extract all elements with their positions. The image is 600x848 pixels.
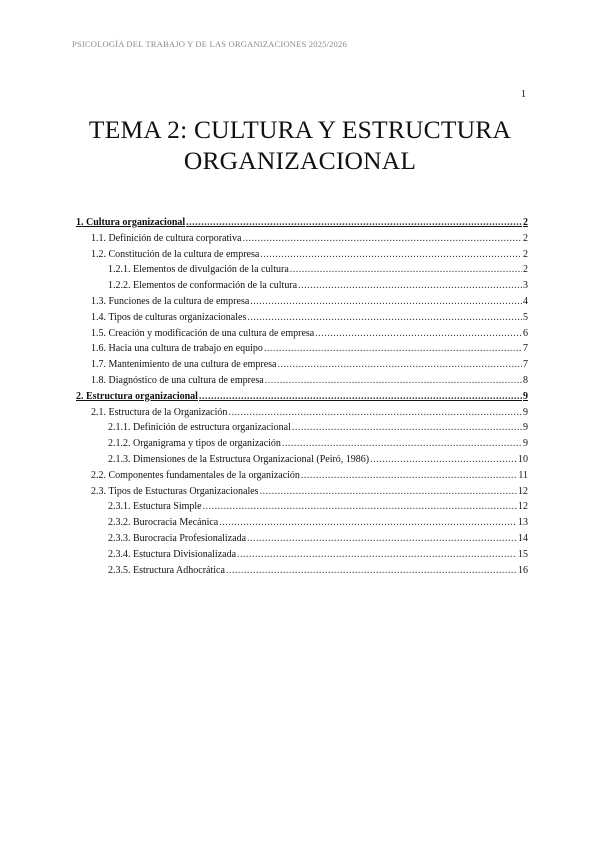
toc-entry-title: 1.3. Funciones de la cultura de empresa [91, 295, 250, 307]
toc-entry-page: 13 [518, 517, 528, 529]
toc-entry-page: 12 [518, 501, 528, 513]
toc-entry-title: 1.8. Diagnóstico de una cultura de empresa [91, 374, 264, 386]
toc-entry[interactable] [76, 215, 528, 231]
toc-dot-leader [203, 499, 517, 515]
toc-entry-title: 2.1.3. Dimensiones de la Estructura Organizacional (Peiró, 1986) [108, 453, 370, 465]
toc-entry-page: 6 [523, 327, 528, 339]
toc-dot-leader [370, 452, 517, 468]
toc-entry-title: 2. Estructura organizacional [76, 390, 198, 402]
toc-entry-title: 1.6. Hacia una cultura de trabajo en equipo [91, 343, 263, 355]
toc-entry-page: 10 [518, 453, 528, 465]
toc-dot-leader [219, 515, 517, 531]
toc-dot-leader [243, 231, 523, 247]
toc-entry-title: 1. Cultura organizacional [76, 217, 186, 228]
toc-entry[interactable] [76, 563, 528, 579]
toc-dot-leader [265, 373, 522, 389]
toc-entry-title: 2.3.4. Estuctura Divisionalizada [108, 548, 237, 560]
toc-entry[interactable] [76, 373, 528, 389]
toc-entry-title: 2.1.2. Organigrama y tipos de organización [108, 438, 281, 450]
toc-dot-leader [315, 326, 522, 342]
toc-entry-page: 9 [523, 390, 528, 402]
toc-entry[interactable] [76, 294, 528, 310]
toc-entry[interactable] [76, 389, 528, 405]
toc-entry-title: 1.7. Mantenimiento de una cultura de empresa [91, 359, 277, 371]
toc-entry[interactable] [76, 262, 528, 278]
toc-entry-page: 2 [523, 264, 528, 276]
toc-entry-title: 1.2.2. Elementos de conformación de la cultura [108, 280, 298, 292]
toc-entry[interactable] [76, 341, 528, 357]
toc-entry[interactable] [76, 531, 528, 547]
page-number: 1 [521, 89, 526, 100]
toc-entry-title: 2.1.1. Definición de estructura organizacional [108, 422, 291, 434]
toc-entry-page: 12 [518, 485, 528, 497]
toc-dot-leader [237, 547, 517, 563]
toc-entry-page: 11 [518, 469, 528, 481]
toc-dot-leader [278, 357, 523, 373]
toc-entry-title: 1.5. Creación y modificación de una cultura de empresa [91, 327, 315, 339]
running-header: PSICOLOGÍA DEL TRABAJO Y DE LAS ORGANIZACIONES 2025/2026 [72, 39, 347, 49]
toc-entry[interactable] [76, 468, 528, 484]
toc-entry-page: 7 [523, 343, 528, 355]
toc-entry-title: 1.4. Tipos de culturas organizacionales [91, 311, 247, 323]
toc-entry-page: 14 [518, 532, 528, 544]
toc-dot-leader [247, 531, 517, 547]
toc-dot-leader [226, 563, 517, 579]
toc-entry-title: 1.2.1. Elementos de divulgación de la cultura [108, 264, 289, 276]
toc-dot-leader [292, 420, 522, 436]
document-title [60, 114, 540, 176]
toc-entry-title: 2.3.5. Estructura Adhocrática [108, 564, 225, 576]
toc-dot-leader [282, 436, 522, 452]
toc-dot-leader [186, 215, 522, 231]
toc-entry[interactable] [76, 484, 528, 500]
toc-entry-page: 5 [523, 311, 528, 323]
toc-entry-title: 2.3.3. Burocracia Profesionalizada [108, 532, 247, 544]
toc-entry-title: 2.3.2. Burocracia Mecánica [108, 517, 219, 529]
toc-entry-title: 2.1. Estructura de la Organización [91, 406, 228, 418]
toc-entry-page: 4 [523, 295, 528, 307]
toc-entry[interactable] [76, 231, 528, 247]
toc-entry[interactable] [76, 247, 528, 263]
toc-entry[interactable] [76, 515, 528, 531]
toc-dot-leader [290, 262, 522, 278]
toc-dot-leader [298, 278, 522, 294]
table-of-contents [76, 215, 528, 578]
toc-dot-leader [260, 484, 517, 500]
toc-dot-leader [301, 468, 517, 484]
toc-entry-page: 3 [523, 280, 528, 292]
toc-entry-page: 9 [523, 406, 528, 418]
toc-entry-title: 2.3.1. Estuctura Simple [108, 501, 202, 513]
toc-entry[interactable] [76, 405, 528, 421]
toc-entry[interactable] [76, 452, 528, 468]
toc-entry[interactable] [76, 436, 528, 452]
toc-dot-leader [228, 405, 522, 421]
toc-entry-page: 2 [523, 248, 528, 260]
toc-entry-title: 2.3. Tipos de Estucturas Organizacionales [91, 485, 259, 497]
toc-entry-page: 2 [523, 232, 528, 244]
toc-dot-leader [247, 310, 522, 326]
toc-entry[interactable] [76, 310, 528, 326]
toc-entry-page: 15 [518, 548, 528, 560]
toc-dot-leader [264, 341, 522, 357]
toc-entry[interactable] [76, 326, 528, 342]
toc-entry[interactable] [76, 499, 528, 515]
toc-entry-title: 2.2. Componentes fundamentales de la organización [91, 469, 300, 481]
toc-entry-page: 16 [518, 564, 528, 576]
toc-entry-page: 9 [523, 438, 528, 450]
toc-entry-title: 1.2. Constitución de la cultura de empresa [91, 248, 260, 260]
toc-dot-leader [250, 294, 522, 310]
toc-dot-leader [260, 247, 522, 263]
toc-entry-page: 2 [523, 217, 528, 228]
toc-entry[interactable] [76, 278, 528, 294]
toc-dot-leader [199, 389, 522, 405]
toc-entry[interactable] [76, 547, 528, 563]
toc-entry[interactable] [76, 357, 528, 373]
toc-entry-page: 8 [523, 374, 528, 386]
toc-entry-page: 9 [523, 422, 528, 434]
title-line-2: ORGANIZACIONAL [183, 146, 417, 175]
toc-entry-title: 1.1. Definición de cultura corporativa [91, 232, 242, 244]
toc-entry[interactable] [76, 420, 528, 436]
title-line-1: TEMA 2: CULTURA Y ESTRUCTURA [88, 115, 512, 144]
toc-entry-page: 7 [523, 359, 528, 371]
